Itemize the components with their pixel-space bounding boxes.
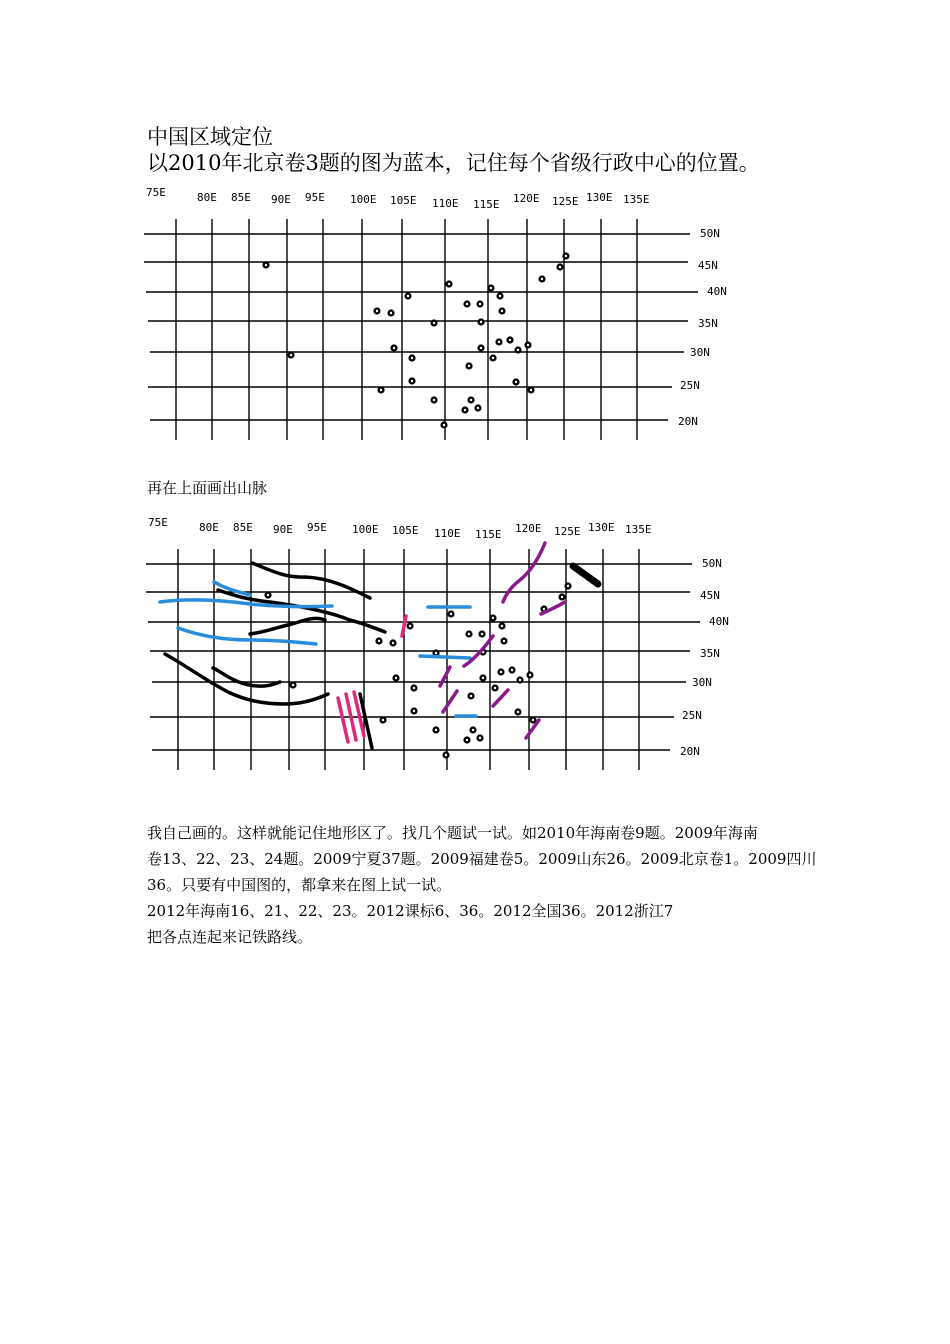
black-mountain-stroke [573,566,598,584]
capital-marker-center [527,344,529,346]
capital-marker-center [503,640,505,642]
capital-marker-center [529,674,531,676]
capital-marker-center [519,679,521,681]
capital-marker-center [470,399,472,401]
blue-mountain-stroke [160,600,332,607]
purple-mountain-stroke [503,543,545,602]
capital-marker-center [472,729,474,731]
capital-marker-center [435,652,437,654]
capital-marker-center [517,711,519,713]
capital-marker-center [376,310,378,312]
capital-marker-center [530,389,532,391]
purple-mountain-stroke [440,667,450,686]
capital-marker-center [492,357,494,359]
lon-label: 95E [305,191,325,204]
lat-label: 35N [700,647,720,660]
capital-marker-center [380,389,382,391]
black-mountain-stroke [250,618,325,634]
capital-marker-center [561,596,563,598]
map-1-latitude-labels [678,227,727,428]
capital-marker-center [407,295,409,297]
lon-label: 120E [513,192,540,205]
lon-label: 110E [434,527,461,540]
capital-marker-center [468,365,470,367]
capital-marker-center [290,354,292,356]
capital-marker-center [292,684,294,686]
lon-label: 120E [515,522,542,535]
capital-marker-center [450,613,452,615]
capital-marker-center [515,381,517,383]
lon-label: 105E [390,194,417,207]
lon-label: 105E [392,524,419,537]
capital-marker-center [378,640,380,642]
capital-marker-center [409,625,411,627]
lat-label: 50N [700,227,720,240]
map-2-mountain-ranges [146,516,729,770]
capital-marker-center [392,642,394,644]
lat-label: 50N [702,557,722,570]
capital-marker-center [433,322,435,324]
lon-label: 85E [231,191,251,204]
lat-label: 45N [698,259,718,272]
lon-label: 75E [148,516,168,529]
capital-marker-center [499,295,501,297]
note-line: 把各点连起来记铁路线。 [147,928,313,946]
capital-marker-center [470,695,472,697]
black-mountain-stroke [218,590,385,632]
capital-marker-center [466,303,468,305]
map-1-grid [144,219,698,440]
capital-marker-center [413,710,415,712]
map-1-capital-markers [262,252,569,428]
lon-label: 135E [623,193,650,206]
capital-marker-center [509,339,511,341]
capital-marker-center [541,278,543,280]
lon-label: 90E [271,193,291,206]
capital-marker-center [517,349,519,351]
lon-label: 130E [586,191,613,204]
capital-marker-center [565,255,567,257]
lat-label: 25N [682,709,702,722]
capital-marker-center [490,287,492,289]
note-line: 2012年海南16、21、22、23。2012课标6、36。2012全国36。2012浙江7 [147,902,674,920]
lat-label: 20N [680,745,700,758]
capital-marker-center [482,677,484,679]
map-1-longitude-labels [146,186,650,211]
lat-label: 40N [707,285,727,298]
capital-marker-center [511,669,513,671]
capital-marker-center [468,633,470,635]
capital-marker-center [411,380,413,382]
document-title: 中国区域定位 [147,125,273,149]
lon-label: 85E [233,521,253,534]
capital-marker-center [501,310,503,312]
lat-label: 20N [678,415,698,428]
note-line: 我自己画的。这样就能记住地形区了。找几个题试一试。如2010年海南卷9题。2009年海南 [147,824,758,842]
capital-marker-center [433,399,435,401]
lon-label: 80E [199,521,219,534]
lat-label: 25N [680,379,700,392]
document-subtitle: 以2010年北京卷3题的图为蓝本，记住每个省级行政中心的位置。 [147,151,760,175]
lon-label: 80E [197,191,217,204]
lon-label: 100E [352,523,379,536]
lat-label: 30N [692,676,712,689]
lon-label: 125E [554,525,581,538]
capital-marker-center [411,357,413,359]
capital-marker-center [464,409,466,411]
capital-marker-center [448,283,450,285]
blue-mountain-stroke [178,628,316,644]
capital-marker-center [543,608,545,610]
capital-marker-center [559,266,561,268]
lon-label: 135E [625,523,652,536]
map-2-longitude-labels [148,516,652,541]
lon-label: 125E [552,195,579,208]
capital-marker-center [480,321,482,323]
capital-marker-center [532,719,534,721]
capital-marker-center [477,407,479,409]
lat-label: 35N [698,317,718,330]
capital-marker-center [435,729,437,731]
black-mountain-stroke [213,668,280,686]
lat-label: 45N [700,589,720,602]
capital-marker-center [390,312,392,314]
lon-label: 95E [307,521,327,534]
capital-marker-center [445,754,447,756]
capital-marker-center [500,671,502,673]
capital-marker-center [481,633,483,635]
capital-marker-center [382,719,384,721]
map-1-provincial-capitals [144,186,727,440]
capital-marker-center [479,737,481,739]
purple-mountain-stroke [443,691,457,712]
lon-label: 115E [475,528,502,541]
lon-label: 115E [473,198,500,211]
capital-marker-center [267,594,269,596]
note-line: 卷13、22、23、24题。2009宁夏37题。2009福建卷5。2009山东26。2009北京卷1。2009四川 [147,850,817,868]
map-2-grid [146,549,700,770]
lon-label: 110E [432,197,459,210]
capital-marker-center [480,347,482,349]
lon-label: 130E [588,521,615,534]
capital-marker-center [498,341,500,343]
magenta-mountain-stroke [402,616,406,636]
capital-marker-center [395,677,397,679]
capital-marker-center [494,687,496,689]
black-mountain-stroke [165,654,328,704]
mountains-caption: 再在上面画出山脉 [147,479,268,497]
map-2-latitude-labels [680,557,729,758]
blue-mountain-stroke [420,656,470,658]
capital-marker-center [443,424,445,426]
capital-marker-center [479,303,481,305]
lon-label: 90E [273,523,293,536]
lat-label: 30N [690,346,710,359]
capital-marker-center [413,687,415,689]
capital-marker-center [501,625,503,627]
capital-marker-center [567,585,569,587]
capital-marker-center [393,347,395,349]
capital-marker-center [265,264,267,266]
magenta-mountain-stroke [338,698,348,742]
lon-label: 100E [350,193,377,206]
purple-mountain-stroke [493,690,508,706]
lat-label: 40N [709,615,729,628]
capital-marker-center [492,617,494,619]
note-line: 36。只要有中国图的，都拿来在图上试一试。 [147,876,452,894]
capital-marker-center [466,739,468,741]
lon-label: 75E [146,186,166,199]
